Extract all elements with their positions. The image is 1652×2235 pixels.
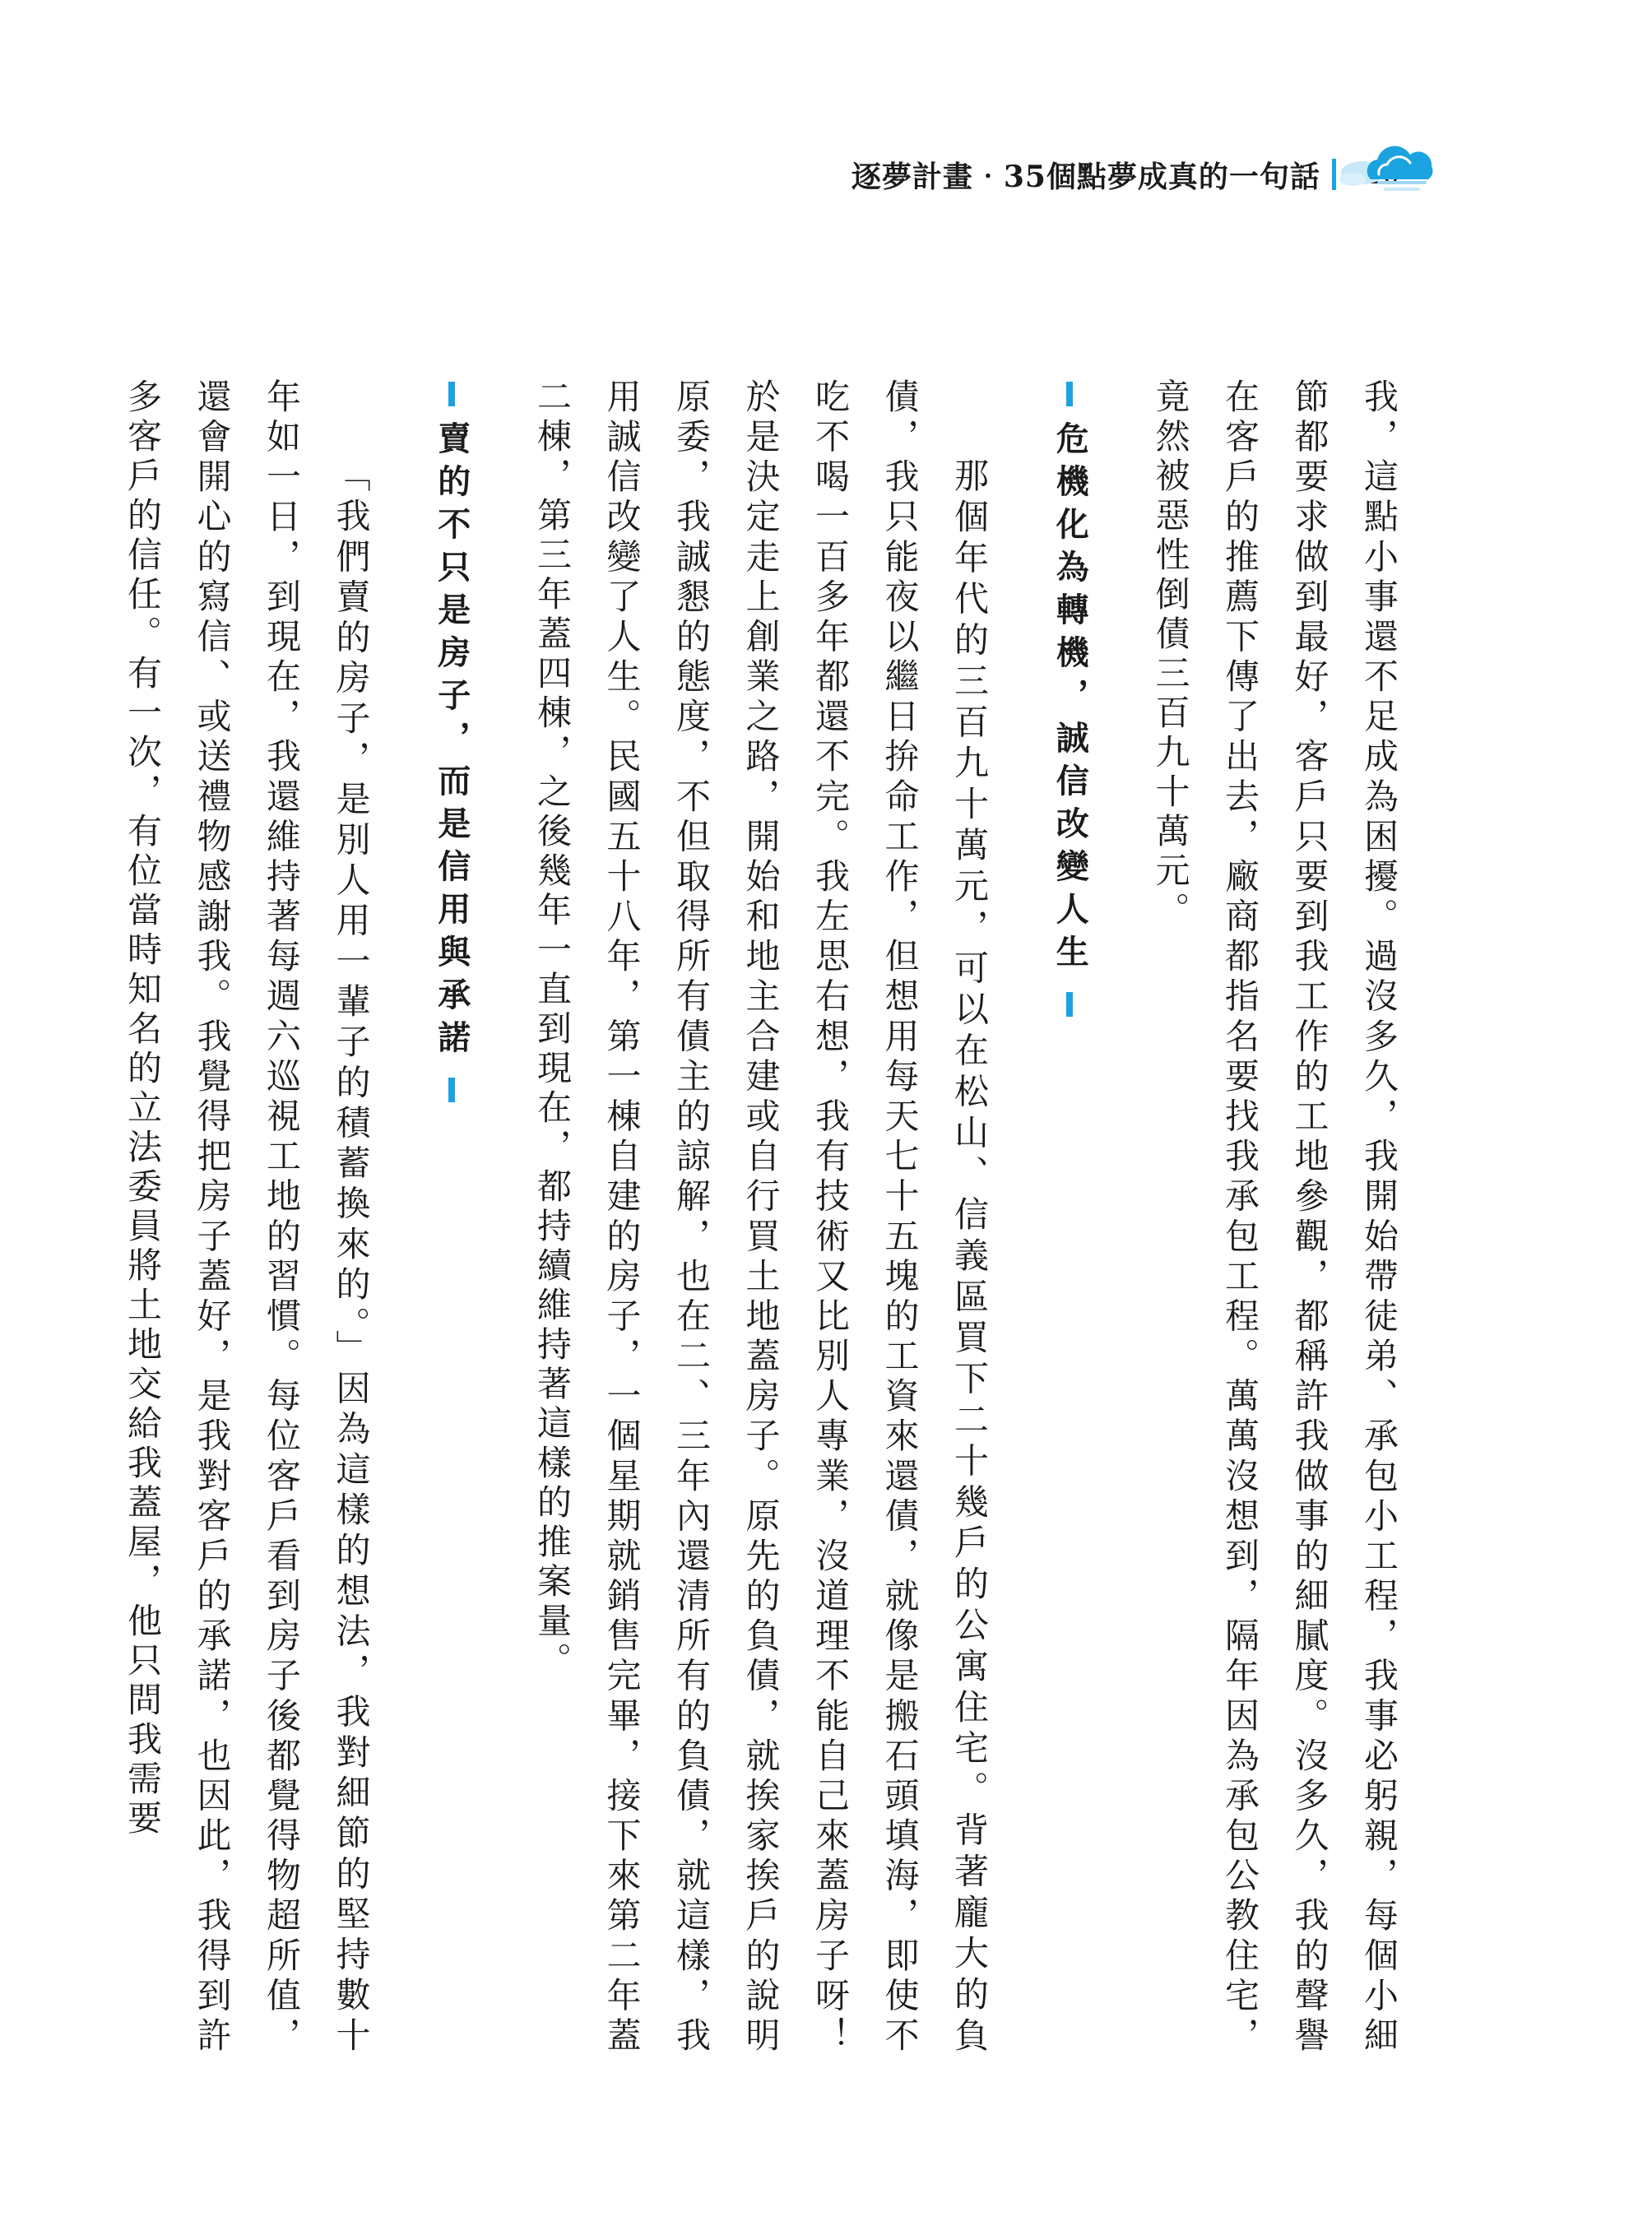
- heading-2-text: 賣的不只是房子，而是信用與承諾: [432, 421, 471, 1063]
- paragraph-3: 「我們賣的房子，是別人用一輩子的積蓄換來的。」因為這樣的想法，我對細節的堅持數十年如一日，到現在，我還維持著每週六巡視工地的習慣。每位客戶看到房子後都覺得物超所值，還會開心的寫信、或送禮物感謝我。我覺得把房子蓋好，是我對客戶的承諾，也因此，我得到許多客戶的信任。有一次，有位當時知名的立法委員將土地交給我蓋屋，他只問我需要: [123, 378, 372, 2056]
- section-heading-1: [1035, 378, 1104, 1020]
- header-separator: [1332, 159, 1336, 190]
- heading-bar-top: [448, 382, 455, 406]
- cloud-icon: [1338, 137, 1436, 197]
- book-title: 逐夢計畫‧35個點夢成真的一句話: [851, 159, 1320, 194]
- heading-bar-bottom: [1066, 992, 1073, 1017]
- heading-bar-top: [1066, 382, 1073, 406]
- section-heading-2: [417, 378, 486, 1106]
- heading-1-text: 危機化為轉機，誠信改變人生: [1051, 421, 1089, 977]
- paragraph-2: 那個年代的三百九十萬元，可以在松山、信義區買下二十幾戶的公寓住宅。背著龐大的負債，我只能夜以繼日拚命工作，但想用每天七十五塊的工資來還債，就像是搬石頭填海，即使不吃不喝一百多年都還不完。我左思右想，我有技術又比別人專業，沒道理不能自己來蓋房子呀！於是決定走上創業之路，開始和地主合建或自行買土地蓋房子。原先的負債，就挨家挨戶的說明原委，我誠懇的態度，不但取得所有債主的諒解，也在二、三年內還清所有的負債，就這樣，我用誠信改變了人生。民國五十八年，第一棟自建的房子，一個星期就銷售完畢，接下來第二年蓋二棟，第三年蓋四棟，之後幾年一直到現在，都持續維持著這樣的推案量。: [532, 378, 990, 2056]
- heading-bar-bottom: [448, 1078, 455, 1102]
- running-header: [852, 150, 1400, 199]
- paragraph-1: 我，這點小事還不足成為困擾。過沒多久，我開始帶徒弟、承包小工程，我事必躬親，每個小細節都要求做到最好，客戶只要到我工作的工地參觀，都稱許我做事的細膩度。沒多久，我的聲譽在客戶的推薦下傳了出去，廠商都指名要找我承包工程。萬萬沒想到，隔年因為承包公教住宅，竟然被惡性倒債三百九十萬元。: [1150, 378, 1399, 2056]
- article-body: [108, 378, 1414, 2056]
